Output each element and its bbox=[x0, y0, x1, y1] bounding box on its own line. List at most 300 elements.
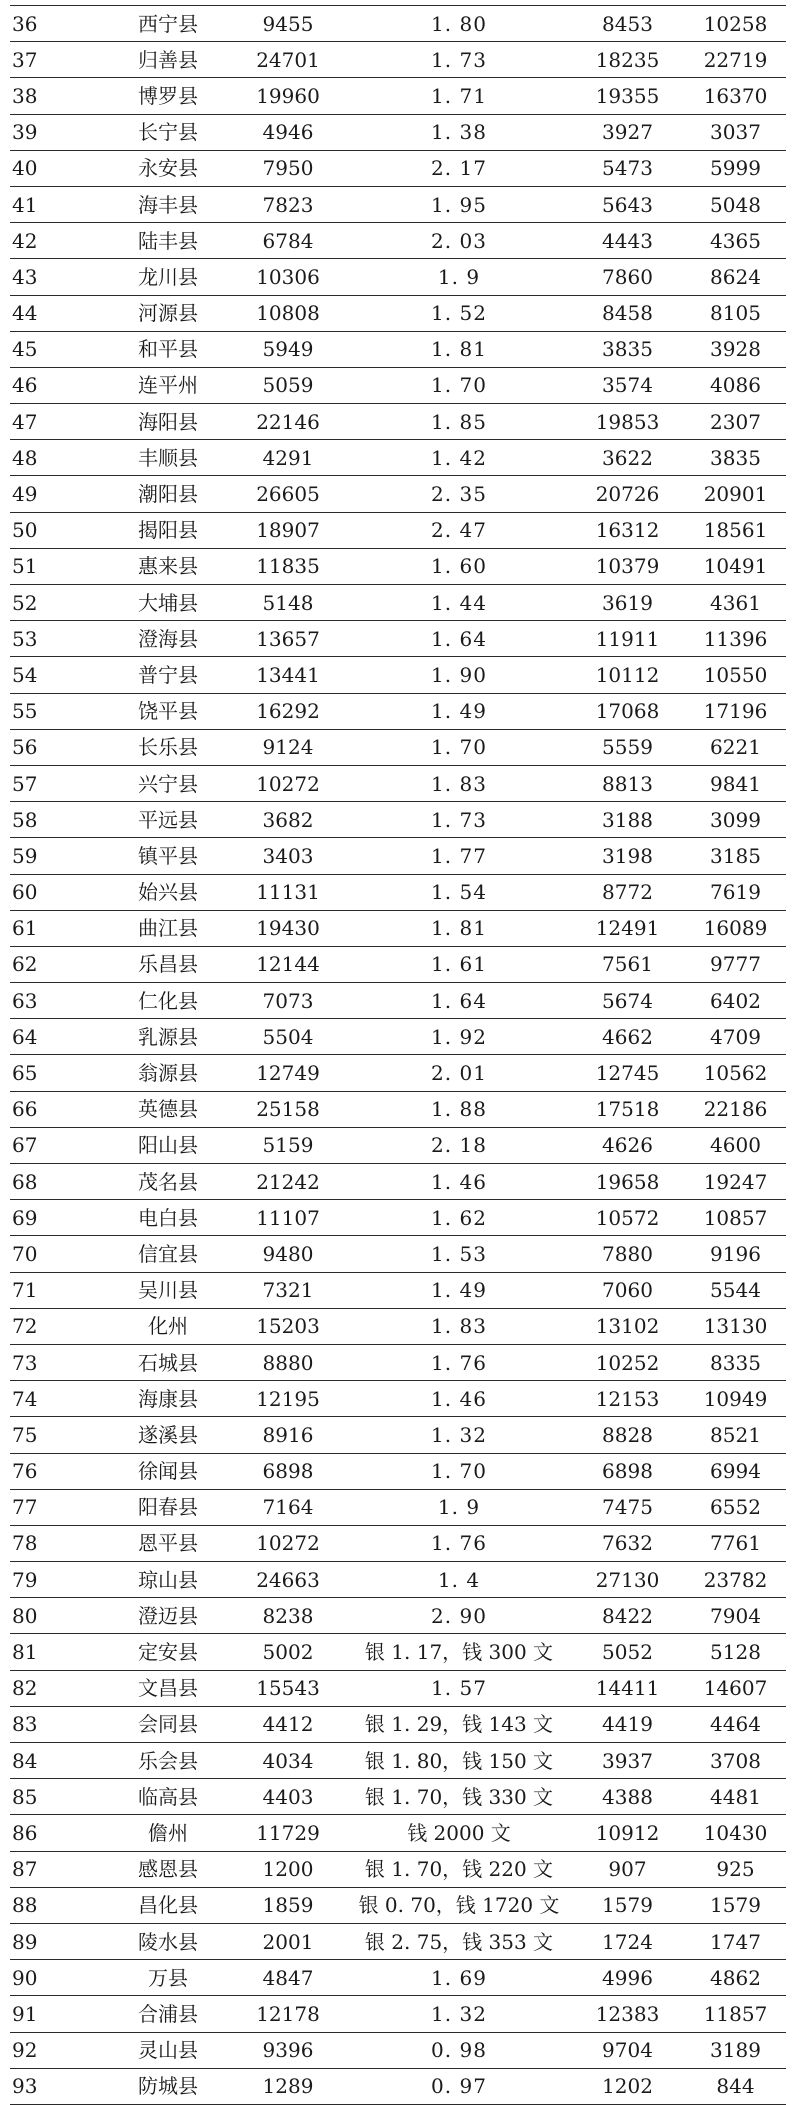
population-value: 1859 bbox=[228, 1887, 348, 1923]
table-row bbox=[10, 1706, 786, 1742]
value-a: 8458 bbox=[570, 295, 685, 331]
rate-value: 1. 38 bbox=[348, 114, 570, 150]
value-a: 3619 bbox=[570, 585, 685, 621]
value-b: 8105 bbox=[685, 295, 786, 331]
value-b: 6994 bbox=[685, 1453, 786, 1489]
row-number: 90 bbox=[10, 1960, 108, 1996]
row-number: 45 bbox=[10, 331, 108, 367]
table-row bbox=[10, 1308, 786, 1344]
value-a: 5559 bbox=[570, 729, 685, 765]
county-name: 遂溪县 bbox=[108, 1417, 228, 1453]
row-number: 65 bbox=[10, 1055, 108, 1091]
county-name: 琼山县 bbox=[108, 1562, 228, 1598]
value-b: 23782 bbox=[685, 1562, 786, 1598]
rate-value: 1. 88 bbox=[348, 1091, 570, 1127]
population-value: 2001 bbox=[228, 1923, 348, 1959]
rate-value: 1. 57 bbox=[348, 1670, 570, 1706]
row-number: 48 bbox=[10, 440, 108, 476]
rate-value: 1. 95 bbox=[348, 186, 570, 222]
rate-value: 1. 42 bbox=[348, 440, 570, 476]
row-number: 77 bbox=[10, 1489, 108, 1525]
rate-value: 2. 01 bbox=[348, 1055, 570, 1091]
value-a: 14411 bbox=[570, 1670, 685, 1706]
rate-value: 0. 97 bbox=[348, 2068, 570, 2104]
rate-value: 2. 47 bbox=[348, 512, 570, 548]
row-number: 82 bbox=[10, 1670, 108, 1706]
rate-value: 1. 83 bbox=[348, 1308, 570, 1344]
value-b: 8521 bbox=[685, 1417, 786, 1453]
population-value: 11729 bbox=[228, 1815, 348, 1851]
rate-value: 0. 98 bbox=[348, 2032, 570, 2068]
population-value: 10306 bbox=[228, 259, 348, 295]
population-value: 5148 bbox=[228, 585, 348, 621]
value-a: 10252 bbox=[570, 1344, 685, 1380]
table-row bbox=[10, 874, 786, 910]
population-value: 6784 bbox=[228, 223, 348, 259]
row-number: 50 bbox=[10, 512, 108, 548]
county-name: 永安县 bbox=[108, 150, 228, 186]
row-number: 68 bbox=[10, 1164, 108, 1200]
row-number: 36 bbox=[10, 6, 108, 42]
county-name: 丰顺县 bbox=[108, 440, 228, 476]
table-row bbox=[10, 2032, 786, 2068]
rate-value: 银 1. 29，钱 143 文 bbox=[348, 1706, 570, 1742]
county-name: 乐昌县 bbox=[108, 946, 228, 982]
county-name: 兴宁县 bbox=[108, 765, 228, 801]
county-name: 英德县 bbox=[108, 1091, 228, 1127]
population-value: 1200 bbox=[228, 1851, 348, 1887]
population-value: 8880 bbox=[228, 1344, 348, 1380]
table-row bbox=[10, 1670, 786, 1706]
row-number: 81 bbox=[10, 1634, 108, 1670]
value-b: 1579 bbox=[685, 1887, 786, 1923]
row-number: 44 bbox=[10, 295, 108, 331]
value-a: 9704 bbox=[570, 2032, 685, 2068]
table-row bbox=[10, 548, 786, 584]
county-name: 平远县 bbox=[108, 802, 228, 838]
population-value: 5949 bbox=[228, 331, 348, 367]
rate-value: 1. 76 bbox=[348, 1344, 570, 1380]
row-number: 74 bbox=[10, 1381, 108, 1417]
county-name: 海丰县 bbox=[108, 186, 228, 222]
value-a: 12153 bbox=[570, 1381, 685, 1417]
value-b: 1747 bbox=[685, 1923, 786, 1959]
table-row bbox=[10, 42, 786, 78]
rate-value: 1. 70 bbox=[348, 1453, 570, 1489]
population-value: 16292 bbox=[228, 693, 348, 729]
value-b: 14607 bbox=[685, 1670, 786, 1706]
row-number: 91 bbox=[10, 1996, 108, 2032]
table-row bbox=[10, 693, 786, 729]
value-a: 6898 bbox=[570, 1453, 685, 1489]
value-a: 3835 bbox=[570, 331, 685, 367]
row-number: 92 bbox=[10, 2032, 108, 2068]
value-b: 5048 bbox=[685, 186, 786, 222]
rate-value: 1. 44 bbox=[348, 585, 570, 621]
row-number: 39 bbox=[10, 114, 108, 150]
value-b: 10550 bbox=[685, 657, 786, 693]
table-row bbox=[10, 1344, 786, 1380]
rate-value: 1. 4 bbox=[348, 1562, 570, 1598]
table-row bbox=[10, 1272, 786, 1308]
value-b: 11396 bbox=[685, 621, 786, 657]
county-name: 和平县 bbox=[108, 331, 228, 367]
row-number: 76 bbox=[10, 1453, 108, 1489]
rate-value: 1. 53 bbox=[348, 1236, 570, 1272]
rate-value: 1. 60 bbox=[348, 548, 570, 584]
row-number: 78 bbox=[10, 1525, 108, 1561]
population-value: 12195 bbox=[228, 1381, 348, 1417]
population-value: 19430 bbox=[228, 910, 348, 946]
value-a: 5473 bbox=[570, 150, 685, 186]
county-name: 儋州 bbox=[108, 1815, 228, 1851]
county-name: 澄迈县 bbox=[108, 1598, 228, 1634]
value-a: 3198 bbox=[570, 838, 685, 874]
population-value: 5002 bbox=[228, 1634, 348, 1670]
county-name: 乐会县 bbox=[108, 1743, 228, 1779]
county-name: 信宜县 bbox=[108, 1236, 228, 1272]
value-a: 17518 bbox=[570, 1091, 685, 1127]
row-number: 49 bbox=[10, 476, 108, 512]
county-name: 防城县 bbox=[108, 2068, 228, 2104]
rate-value: 1. 71 bbox=[348, 78, 570, 114]
value-a: 3927 bbox=[570, 114, 685, 150]
population-value: 12178 bbox=[228, 1996, 348, 2032]
population-value: 13657 bbox=[228, 621, 348, 657]
population-value: 11131 bbox=[228, 874, 348, 910]
table-row bbox=[10, 1851, 786, 1887]
county-name: 曲江县 bbox=[108, 910, 228, 946]
rate-value: 银 1. 70，钱 330 文 bbox=[348, 1779, 570, 1815]
population-value: 18907 bbox=[228, 512, 348, 548]
row-number: 53 bbox=[10, 621, 108, 657]
population-value: 11835 bbox=[228, 548, 348, 584]
value-b: 4709 bbox=[685, 1019, 786, 1055]
value-a: 19658 bbox=[570, 1164, 685, 1200]
value-b: 22719 bbox=[685, 42, 786, 78]
rate-value: 1. 49 bbox=[348, 1272, 570, 1308]
value-a: 19355 bbox=[570, 78, 685, 114]
population-value: 12749 bbox=[228, 1055, 348, 1091]
population-value: 7164 bbox=[228, 1489, 348, 1525]
rate-value: 1. 64 bbox=[348, 621, 570, 657]
rate-value: 1. 32 bbox=[348, 1417, 570, 1453]
population-value: 24701 bbox=[228, 42, 348, 78]
table-row bbox=[10, 367, 786, 403]
value-a: 7475 bbox=[570, 1489, 685, 1525]
value-a: 4419 bbox=[570, 1706, 685, 1742]
table-row bbox=[10, 1200, 786, 1236]
population-value: 1289 bbox=[228, 2068, 348, 2104]
table-row bbox=[10, 6, 786, 42]
row-number: 60 bbox=[10, 874, 108, 910]
value-b: 3037 bbox=[685, 114, 786, 150]
population-value: 7321 bbox=[228, 1272, 348, 1308]
value-b: 3099 bbox=[685, 802, 786, 838]
population-value: 25158 bbox=[228, 1091, 348, 1127]
population-value: 3682 bbox=[228, 802, 348, 838]
value-b: 22186 bbox=[685, 1091, 786, 1127]
rate-value: 1. 70 bbox=[348, 729, 570, 765]
value-a: 27130 bbox=[570, 1562, 685, 1598]
value-b: 6402 bbox=[685, 983, 786, 1019]
rate-value: 1. 83 bbox=[348, 765, 570, 801]
county-name: 恩平县 bbox=[108, 1525, 228, 1561]
population-value: 8916 bbox=[228, 1417, 348, 1453]
row-number: 67 bbox=[10, 1127, 108, 1163]
value-a: 5674 bbox=[570, 983, 685, 1019]
rate-value: 1. 85 bbox=[348, 404, 570, 440]
rate-value: 1. 92 bbox=[348, 1019, 570, 1055]
rate-value: 1. 80 bbox=[348, 6, 570, 42]
value-a: 11911 bbox=[570, 621, 685, 657]
county-name: 乳源县 bbox=[108, 1019, 228, 1055]
value-a: 7060 bbox=[570, 1272, 685, 1308]
table-row bbox=[10, 404, 786, 440]
value-a: 10112 bbox=[570, 657, 685, 693]
value-a: 12491 bbox=[570, 910, 685, 946]
value-b: 5544 bbox=[685, 1272, 786, 1308]
rate-value: 1. 69 bbox=[348, 1960, 570, 1996]
value-b: 10258 bbox=[685, 6, 786, 42]
population-value: 4847 bbox=[228, 1960, 348, 1996]
row-number: 46 bbox=[10, 367, 108, 403]
value-b: 19247 bbox=[685, 1164, 786, 1200]
value-b: 4600 bbox=[685, 1127, 786, 1163]
population-value: 10272 bbox=[228, 765, 348, 801]
row-number: 55 bbox=[10, 693, 108, 729]
value-b: 10949 bbox=[685, 1381, 786, 1417]
value-b: 10857 bbox=[685, 1200, 786, 1236]
table-row bbox=[10, 1815, 786, 1851]
population-value: 11107 bbox=[228, 1200, 348, 1236]
rate-value: 2. 35 bbox=[348, 476, 570, 512]
population-value: 22146 bbox=[228, 404, 348, 440]
rate-value: 银 0. 70，钱 1720 文 bbox=[348, 1887, 570, 1923]
row-number: 56 bbox=[10, 729, 108, 765]
county-name: 感恩县 bbox=[108, 1851, 228, 1887]
population-value: 4403 bbox=[228, 1779, 348, 1815]
value-b: 3185 bbox=[685, 838, 786, 874]
table-row bbox=[10, 910, 786, 946]
population-value: 9455 bbox=[228, 6, 348, 42]
table-row bbox=[10, 1634, 786, 1670]
population-value: 7073 bbox=[228, 983, 348, 1019]
table-row bbox=[10, 585, 786, 621]
county-name: 大埔县 bbox=[108, 585, 228, 621]
population-value: 9124 bbox=[228, 729, 348, 765]
table-row bbox=[10, 1417, 786, 1453]
value-b: 13130 bbox=[685, 1308, 786, 1344]
value-b: 3189 bbox=[685, 2032, 786, 2068]
row-number: 66 bbox=[10, 1091, 108, 1127]
row-number: 75 bbox=[10, 1417, 108, 1453]
county-name: 长宁县 bbox=[108, 114, 228, 150]
value-b: 4365 bbox=[685, 223, 786, 259]
population-value: 12144 bbox=[228, 946, 348, 982]
county-name: 定安县 bbox=[108, 1634, 228, 1670]
population-value: 5059 bbox=[228, 367, 348, 403]
county-name: 饶平县 bbox=[108, 693, 228, 729]
table-row bbox=[10, 838, 786, 874]
value-b: 16089 bbox=[685, 910, 786, 946]
value-b: 7619 bbox=[685, 874, 786, 910]
rate-value: 1. 9 bbox=[348, 259, 570, 295]
table-row bbox=[10, 1960, 786, 1996]
county-name: 昌化县 bbox=[108, 1887, 228, 1923]
row-number: 61 bbox=[10, 910, 108, 946]
county-name: 翁源县 bbox=[108, 1055, 228, 1091]
value-b: 2307 bbox=[685, 404, 786, 440]
value-a: 3937 bbox=[570, 1743, 685, 1779]
rate-value: 银 1. 80，钱 150 文 bbox=[348, 1743, 570, 1779]
population-value: 9396 bbox=[228, 2032, 348, 2068]
county-name: 长乐县 bbox=[108, 729, 228, 765]
value-a: 1579 bbox=[570, 1887, 685, 1923]
table-row bbox=[10, 1453, 786, 1489]
row-number: 59 bbox=[10, 838, 108, 874]
row-number: 83 bbox=[10, 1706, 108, 1742]
value-a: 19853 bbox=[570, 404, 685, 440]
row-number: 73 bbox=[10, 1344, 108, 1380]
table-row bbox=[10, 1091, 786, 1127]
table-row bbox=[10, 1923, 786, 1959]
value-a: 7561 bbox=[570, 946, 685, 982]
table-row bbox=[10, 1489, 786, 1525]
data-table-container bbox=[10, 5, 786, 2105]
row-number: 57 bbox=[10, 765, 108, 801]
county-name: 茂名县 bbox=[108, 1164, 228, 1200]
value-b: 925 bbox=[685, 1851, 786, 1887]
value-a: 3188 bbox=[570, 802, 685, 838]
table-row bbox=[10, 2068, 786, 2104]
county-name: 西宁县 bbox=[108, 6, 228, 42]
table-row bbox=[10, 223, 786, 259]
rate-value: 1. 90 bbox=[348, 657, 570, 693]
table-row bbox=[10, 1562, 786, 1598]
county-name: 河源县 bbox=[108, 295, 228, 331]
population-value: 3403 bbox=[228, 838, 348, 874]
row-number: 71 bbox=[10, 1272, 108, 1308]
rate-value: 1. 70 bbox=[348, 367, 570, 403]
value-a: 5643 bbox=[570, 186, 685, 222]
county-name: 会同县 bbox=[108, 1706, 228, 1742]
population-value: 13441 bbox=[228, 657, 348, 693]
row-number: 47 bbox=[10, 404, 108, 440]
table-row bbox=[10, 1598, 786, 1634]
row-number: 43 bbox=[10, 259, 108, 295]
value-a: 4626 bbox=[570, 1127, 685, 1163]
table-row bbox=[10, 440, 786, 476]
table-row bbox=[10, 1381, 786, 1417]
county-name: 潮阳县 bbox=[108, 476, 228, 512]
rate-value: 1. 62 bbox=[348, 1200, 570, 1236]
value-a: 13102 bbox=[570, 1308, 685, 1344]
value-b: 20901 bbox=[685, 476, 786, 512]
value-a: 4996 bbox=[570, 1960, 685, 1996]
value-a: 10912 bbox=[570, 1815, 685, 1851]
value-a: 10379 bbox=[570, 548, 685, 584]
value-b: 6221 bbox=[685, 729, 786, 765]
row-number: 40 bbox=[10, 150, 108, 186]
county-name: 吴川县 bbox=[108, 1272, 228, 1308]
row-number: 72 bbox=[10, 1308, 108, 1344]
value-a: 12745 bbox=[570, 1055, 685, 1091]
value-b: 4464 bbox=[685, 1706, 786, 1742]
value-b: 8624 bbox=[685, 259, 786, 295]
county-name: 阳春县 bbox=[108, 1489, 228, 1525]
table-row bbox=[10, 1743, 786, 1779]
value-b: 7904 bbox=[685, 1598, 786, 1634]
value-a: 17068 bbox=[570, 693, 685, 729]
value-a: 907 bbox=[570, 1851, 685, 1887]
county-name: 龙川县 bbox=[108, 259, 228, 295]
county-name: 万县 bbox=[108, 1960, 228, 1996]
value-a: 7860 bbox=[570, 259, 685, 295]
population-value: 5159 bbox=[228, 1127, 348, 1163]
population-value: 15203 bbox=[228, 1308, 348, 1344]
value-a: 3574 bbox=[570, 367, 685, 403]
population-value: 10272 bbox=[228, 1525, 348, 1561]
row-number: 41 bbox=[10, 186, 108, 222]
row-number: 79 bbox=[10, 1562, 108, 1598]
population-value: 5504 bbox=[228, 1019, 348, 1055]
value-b: 3835 bbox=[685, 440, 786, 476]
row-number: 51 bbox=[10, 548, 108, 584]
value-b: 18561 bbox=[685, 512, 786, 548]
population-value: 15543 bbox=[228, 1670, 348, 1706]
value-a: 8813 bbox=[570, 765, 685, 801]
rate-value: 1. 76 bbox=[348, 1525, 570, 1561]
table-row bbox=[10, 765, 786, 801]
value-b: 16370 bbox=[685, 78, 786, 114]
row-number: 87 bbox=[10, 1851, 108, 1887]
county-name: 揭阳县 bbox=[108, 512, 228, 548]
table-row bbox=[10, 729, 786, 765]
value-b: 10430 bbox=[685, 1815, 786, 1851]
table-row bbox=[10, 983, 786, 1019]
row-number: 88 bbox=[10, 1887, 108, 1923]
population-value: 26605 bbox=[228, 476, 348, 512]
county-name: 镇平县 bbox=[108, 838, 228, 874]
county-name: 始兴县 bbox=[108, 874, 228, 910]
value-b: 4481 bbox=[685, 1779, 786, 1815]
value-b: 6552 bbox=[685, 1489, 786, 1525]
county-name: 石城县 bbox=[108, 1344, 228, 1380]
county-name: 临高县 bbox=[108, 1779, 228, 1815]
rate-value: 1. 61 bbox=[348, 946, 570, 982]
value-a: 1724 bbox=[570, 1923, 685, 1959]
rate-value: 银 1. 17，钱 300 文 bbox=[348, 1634, 570, 1670]
population-value: 4034 bbox=[228, 1743, 348, 1779]
rate-value: 2. 90 bbox=[348, 1598, 570, 1634]
value-a: 7880 bbox=[570, 1236, 685, 1272]
rate-value: 钱 2000 文 bbox=[348, 1815, 570, 1851]
county-name: 阳山县 bbox=[108, 1127, 228, 1163]
rate-value: 1. 81 bbox=[348, 331, 570, 367]
table-row bbox=[10, 1887, 786, 1923]
row-number: 70 bbox=[10, 1236, 108, 1272]
row-number: 86 bbox=[10, 1815, 108, 1851]
value-a: 10572 bbox=[570, 1200, 685, 1236]
population-value: 7823 bbox=[228, 186, 348, 222]
county-name: 陵水县 bbox=[108, 1923, 228, 1959]
row-number: 52 bbox=[10, 585, 108, 621]
population-value: 6898 bbox=[228, 1453, 348, 1489]
value-b: 17196 bbox=[685, 693, 786, 729]
value-a: 4443 bbox=[570, 223, 685, 259]
value-b: 3928 bbox=[685, 331, 786, 367]
